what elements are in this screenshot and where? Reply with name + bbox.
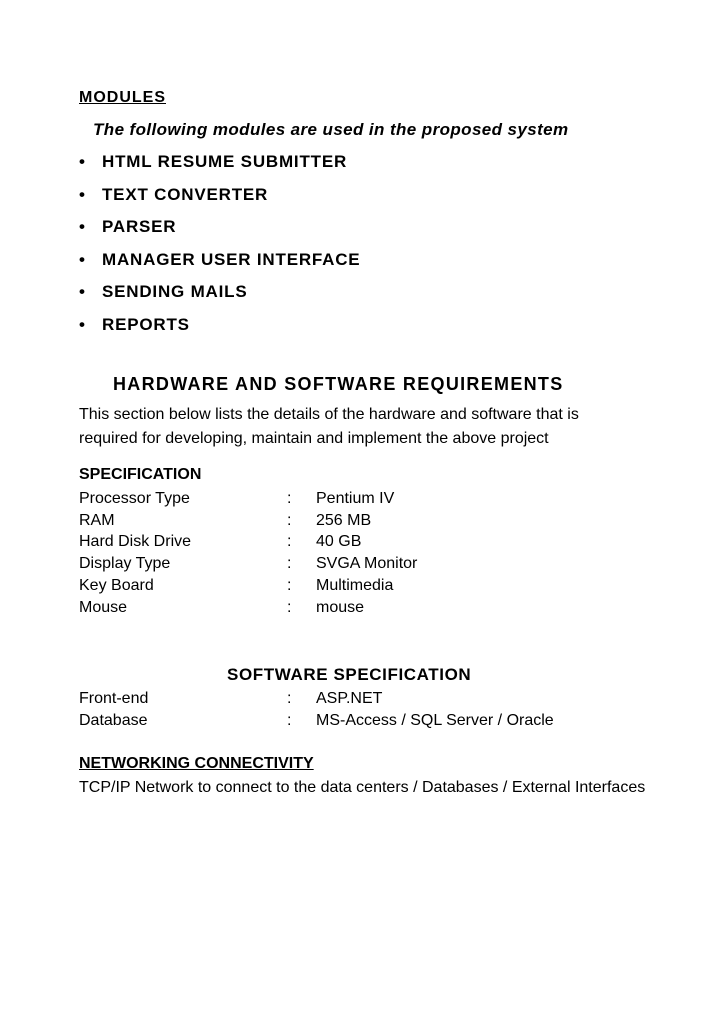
bullet-icon: •	[79, 184, 86, 204]
table-row	[79, 532, 417, 554]
hardware-software-heading: HARDWARE AND SOFTWARE REQUIREMENTS	[113, 374, 564, 394]
bullet-icon: •	[79, 282, 86, 302]
module-label: MANAGER USER INTERFACE	[102, 249, 361, 269]
modules-heading: MODULES	[79, 89, 166, 106]
software-label: Database	[79, 711, 148, 729]
networking-heading: NETWORKING CONNECTIVITY	[79, 755, 314, 772]
table-row	[79, 710, 554, 732]
table-row	[79, 575, 417, 597]
software-value: MS-Access / SQL Server / Oracle	[316, 711, 554, 729]
spec-value: SVGA Monitor	[316, 555, 418, 573]
spec-separator: :	[287, 511, 292, 529]
bullet-icon: •	[79, 217, 86, 237]
spec-value: mouse	[316, 598, 365, 616]
module-label: TEXT CONVERTER	[102, 184, 269, 204]
module-label: PARSER	[102, 217, 177, 237]
spec-label: Key Board	[79, 577, 154, 595]
bullet-icon: •	[79, 152, 86, 171]
spec-label: Processor Type	[79, 489, 190, 507]
hardware-software-paragraph	[79, 403, 654, 451]
spec-separator: :	[287, 489, 292, 507]
module-list	[79, 150, 360, 346]
bullet-icon: •	[79, 314, 86, 334]
table-row	[79, 488, 417, 510]
table-row	[79, 597, 417, 619]
list-item	[79, 150, 360, 183]
software-separator: :	[287, 711, 292, 729]
modules-intro: The following modules are used in the proposed system	[93, 120, 569, 139]
bullet-icon: •	[79, 249, 86, 269]
module-label: SENDING MAILS	[102, 282, 248, 302]
paragraph-line: This section below lists the details of the hardware and software that is	[79, 406, 579, 423]
spec-value: 256 MB	[316, 511, 372, 529]
software-value: ASP.NET	[316, 689, 383, 707]
specification-table	[79, 488, 417, 619]
spec-separator: :	[287, 533, 292, 551]
table-row	[79, 688, 554, 710]
list-item	[79, 248, 360, 281]
list-item	[79, 183, 360, 216]
software-specification-heading: SOFTWARE SPECIFICATION	[227, 665, 472, 684]
spec-value: 40 GB	[316, 533, 362, 551]
spec-separator: :	[287, 577, 292, 595]
list-item	[79, 215, 360, 248]
spec-label: Mouse	[79, 598, 128, 616]
spec-value: Multimedia	[316, 577, 394, 595]
networking-paragraph: TCP/IP Network to connect to the data centers / Databases / External Interfaces	[79, 779, 646, 796]
spec-separator: :	[287, 555, 292, 573]
spec-value: Pentium IV	[316, 489, 395, 507]
table-row	[79, 510, 417, 532]
specification-heading: SPECIFICATION	[79, 466, 202, 483]
software-specification-table	[79, 688, 554, 732]
list-item	[79, 280, 360, 313]
table-row	[79, 553, 417, 575]
software-separator: :	[287, 689, 292, 707]
module-label: HTML RESUME SUBMITTER	[102, 152, 348, 171]
module-label: REPORTS	[102, 314, 190, 334]
list-item	[79, 313, 360, 346]
spec-label: RAM	[79, 511, 115, 529]
spec-label: Hard Disk Drive	[79, 533, 192, 551]
software-label: Front-end	[79, 689, 149, 707]
spec-separator: :	[287, 598, 292, 616]
spec-label: Display Type	[79, 555, 171, 573]
paragraph-line: required for developing, maintain and implement the above project	[79, 430, 549, 447]
